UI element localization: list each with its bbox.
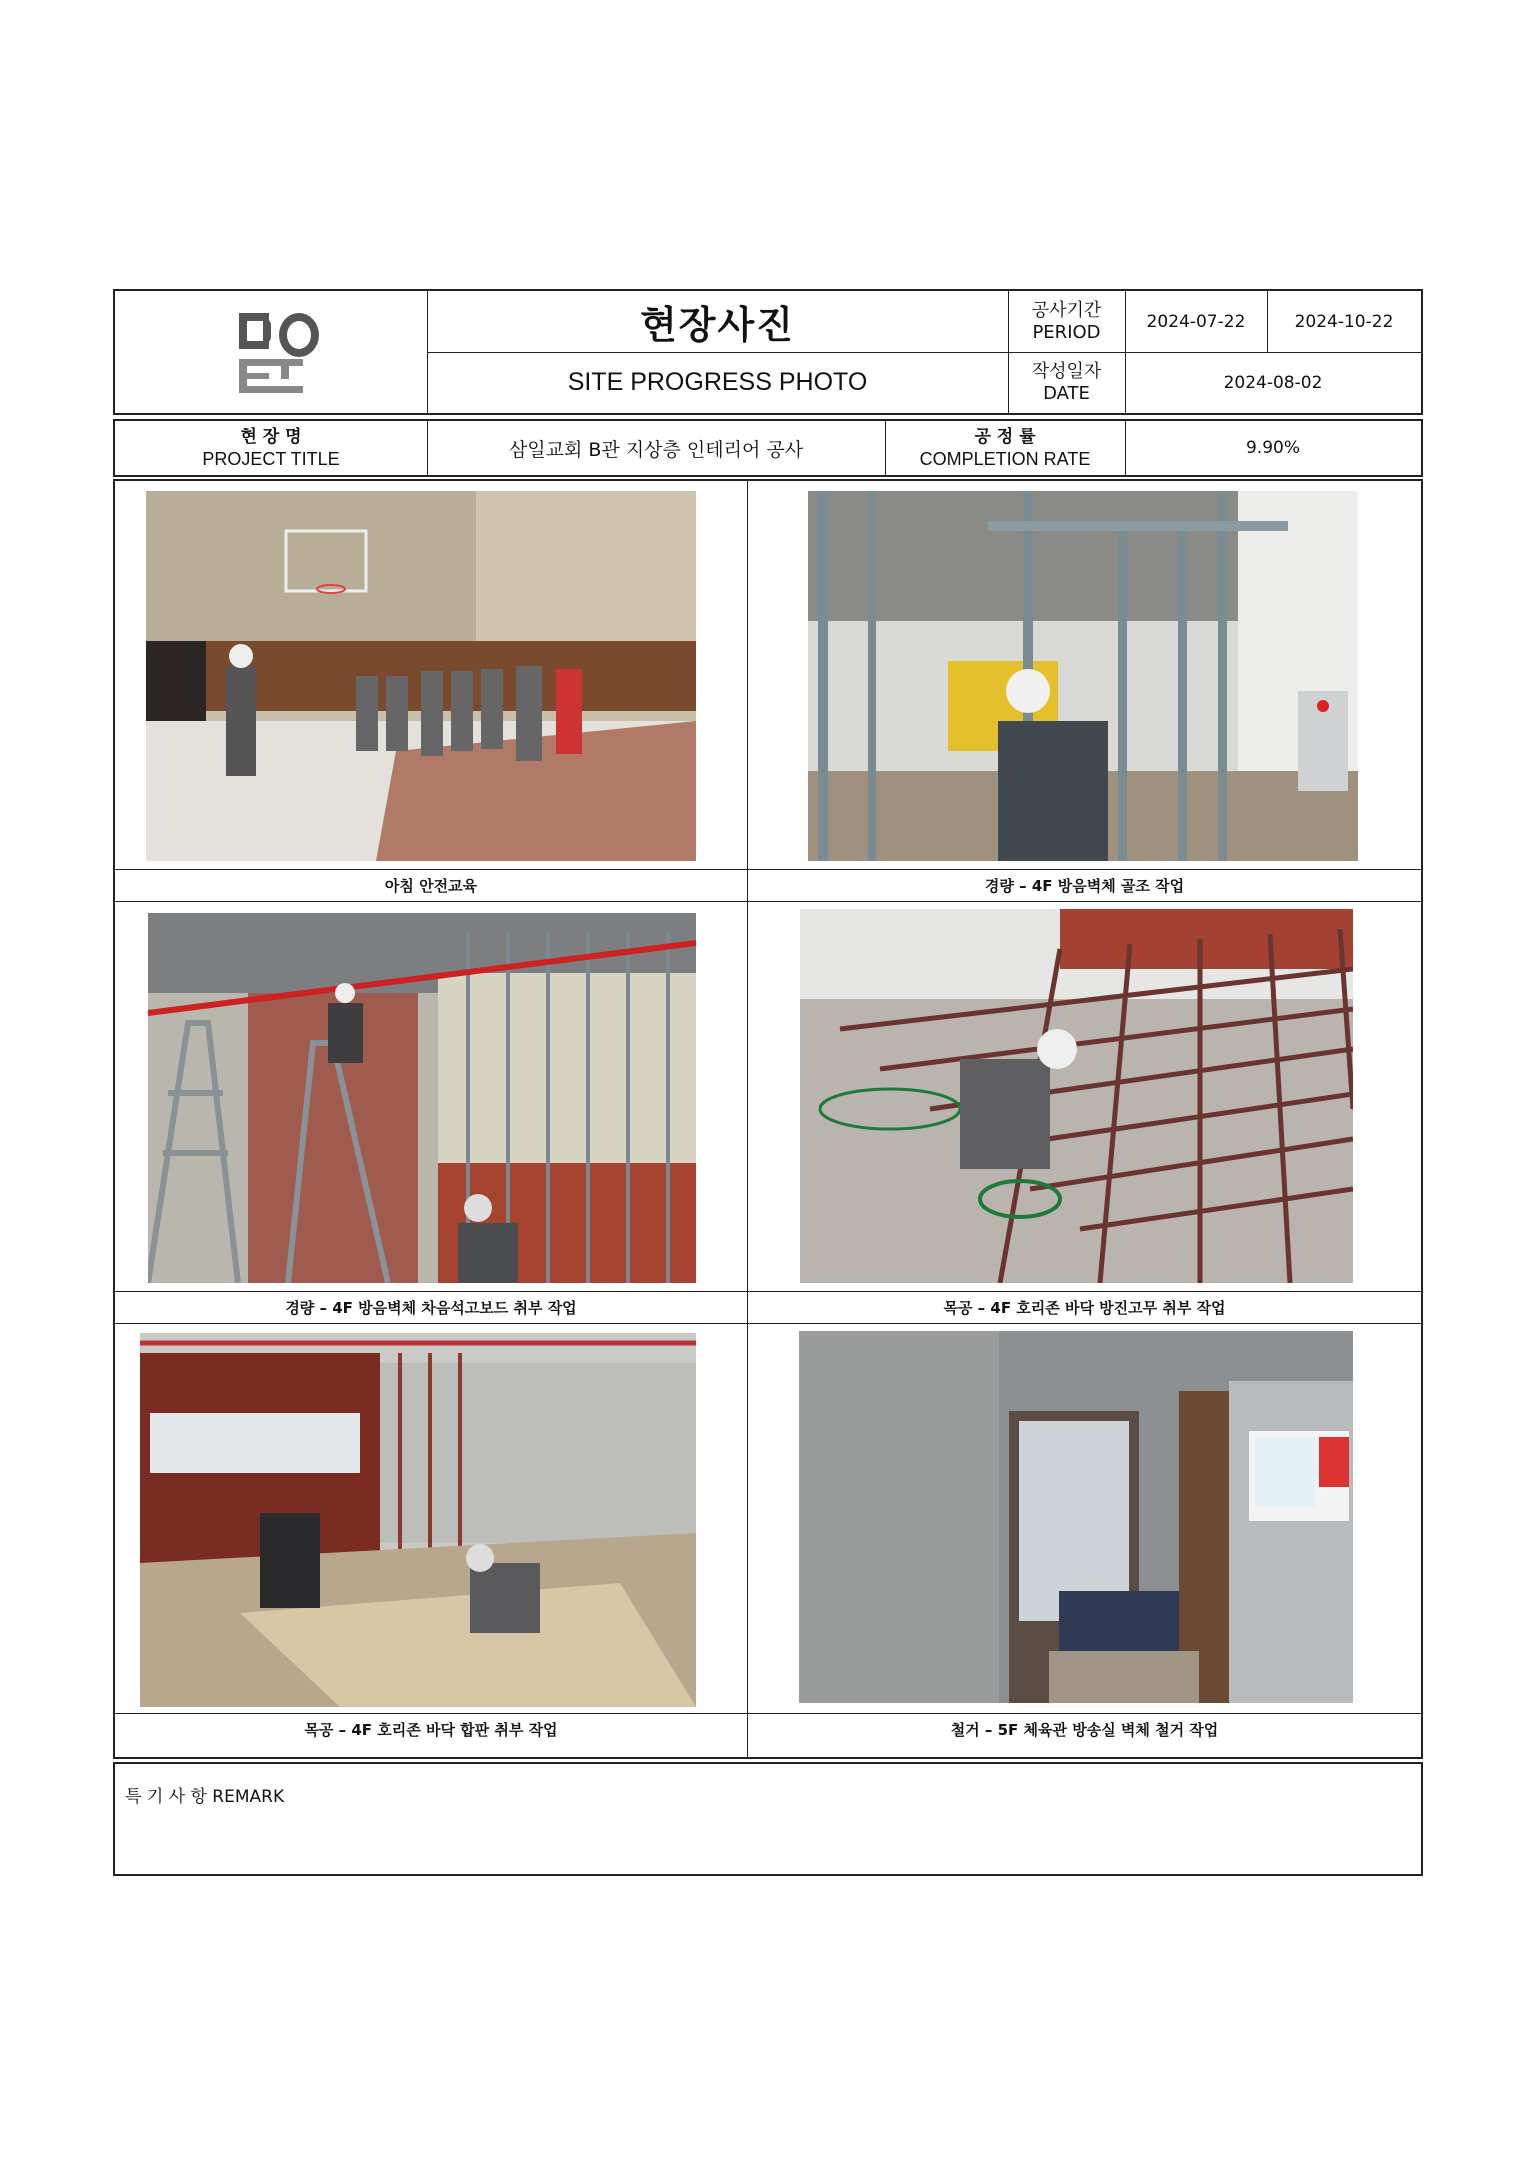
photo-safety-training-image	[146, 491, 696, 861]
project-title-label-kr: 현 장 명	[240, 427, 302, 447]
period-end: 2024-10-22	[1294, 311, 1394, 332]
photo-floor-rubber	[800, 909, 1353, 1283]
date-label-kr: 작성일자	[1031, 360, 1102, 382]
completion-rate-label-kr: 공 정 률	[974, 427, 1036, 447]
photo-wall-demolition	[799, 1331, 1353, 1703]
project-title-value: 삼일교회 B관 지상층 인테리어 공사	[508, 438, 804, 461]
photo-grid	[113, 479, 1423, 1759]
period-start: 2024-07-22	[1146, 311, 1246, 332]
photo-safety-training	[146, 491, 696, 861]
photo-caption-3: 경량 – 4F 방음벽체 차음석고보드 취부 작업	[285, 1299, 577, 1317]
photo-gypsum-board	[148, 913, 696, 1283]
photo-gypsum-board-image	[148, 913, 696, 1283]
page-subtitle: SITE PROGRESS PHOTO	[567, 368, 868, 396]
remark-label: 특 기 사 항 REMARK	[125, 1787, 285, 1807]
photo-floor-plywood	[140, 1333, 696, 1707]
photo-caption-1: 아침 안전교육	[384, 877, 478, 895]
remark-box	[113, 1762, 1423, 1876]
date-value: 2024-08-02	[1223, 372, 1323, 393]
header-table	[113, 289, 1423, 415]
photo-floor-rubber-image	[800, 909, 1353, 1283]
photo-caption-4: 목공 – 4F 호리존 바닥 방진고무 취부 작업	[943, 1299, 1226, 1317]
photo-wall-demolition-image	[799, 1331, 1353, 1703]
photo-caption-5: 목공 – 4F 호리존 바닥 합판 취부 작업	[304, 1721, 558, 1739]
project-title-label	[115, 421, 427, 475]
photo-caption-2: 경량 – 4F 방음벽체 골조 작업	[984, 877, 1185, 895]
page-title: 현장사진	[640, 303, 795, 347]
photo-floor-plywood-image	[140, 1333, 696, 1707]
period-label-kr: 공사기간	[1031, 299, 1102, 321]
completion-rate-label-en: COMPLETION RATE	[919, 449, 1091, 469]
company-logo	[225, 313, 315, 393]
photo-wall-framing-image	[808, 491, 1358, 861]
completion-rate-label	[885, 421, 1125, 475]
project-row	[113, 419, 1423, 477]
period-label	[1008, 291, 1125, 352]
photo-caption-6: 철거 – 5F 체육관 방송실 벽체 철거 작업	[950, 1721, 1219, 1739]
date-label-en: DATE	[1043, 382, 1090, 404]
date-label	[1008, 352, 1125, 413]
project-title-label-en: PROJECT TITLE	[202, 449, 340, 469]
completion-rate-value: 9.90%	[1245, 438, 1300, 458]
photo-wall-framing	[808, 491, 1358, 861]
period-label-en: PERIOD	[1032, 321, 1101, 343]
